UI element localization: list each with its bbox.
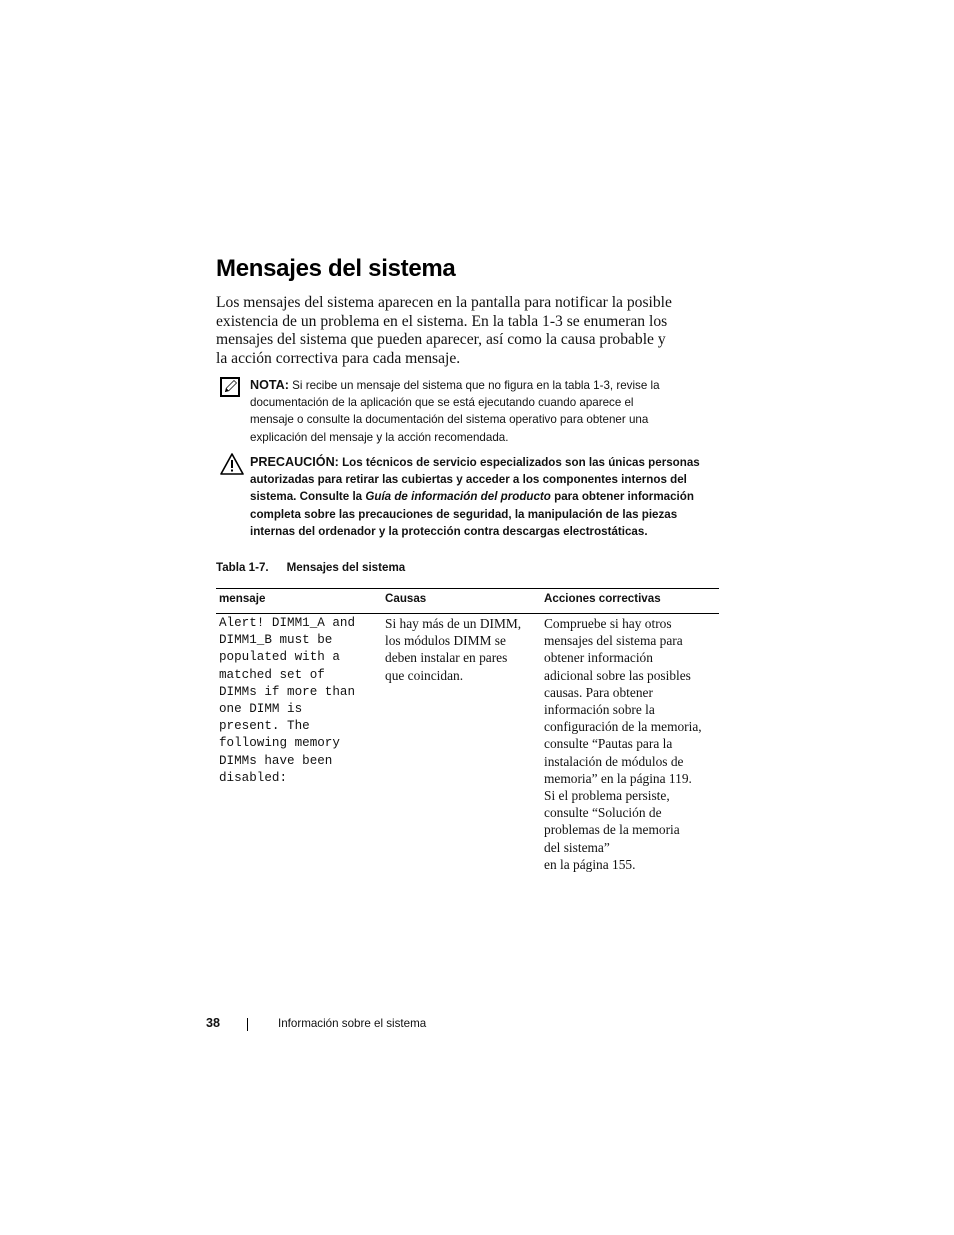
message-line: populated with a — [219, 650, 340, 665]
table-cell-causes — [385, 615, 521, 684]
intro-line: existencia de un problema en el sistema. En la tabla 1-3 se enumeran los — [216, 312, 668, 330]
page-title: Mensajes del sistema — [216, 255, 456, 282]
note-line: Si recibe un mensaje del sistema que no figura en la tabla 1-3, revise la — [292, 379, 660, 392]
action-line: memoria” en la página 119. — [544, 770, 692, 786]
intro-line: mensajes del sistema que pueden aparecer, así como la causa probable y — [216, 331, 666, 349]
cause-line: Si hay más de un DIMM, — [385, 616, 522, 631]
action-line: causas. Para obtener — [544, 684, 653, 700]
intro-line: Los mensajes del sistema aparecen en la pantalla para notificar la posible — [216, 294, 672, 311]
note-text — [250, 377, 720, 446]
message-line: DIMMs have been — [219, 753, 333, 768]
caution-line: Los técnicos de servicio especializados son las únicas personas — [342, 456, 700, 469]
footer-chapter-title: Información sobre el sistema — [278, 1017, 427, 1030]
message-line: disabled: — [219, 770, 288, 785]
action-line: Si el problema persiste, — [544, 788, 670, 804]
table-cell-message — [219, 615, 355, 787]
message-line: matched set of — [219, 667, 325, 682]
page-number: 38 — [206, 1016, 221, 1030]
caution-label: PRECAUCIÓN: — [250, 455, 339, 469]
pencil-note-icon — [220, 377, 240, 397]
message-line: DIMMs if more than — [219, 684, 356, 699]
caution-line: completa sobre las precauciones de seguridad, la manipulación de las piezas — [250, 507, 678, 521]
action-line: problemas de la memoria — [544, 822, 680, 838]
caution-line: autorizadas para retirar las cubiertas y acceder a los componentes internos del — [250, 473, 687, 487]
note-line: documentación de la aplicación que se está ejecutando cuando aparece el — [250, 396, 634, 410]
table-caption — [216, 561, 405, 574]
action-line: del sistema” — [544, 839, 610, 855]
message-line: one DIMM is — [219, 702, 303, 717]
note-label: NOTA: — [250, 378, 289, 392]
intro-line: la acción correctiva para cada mensaje. — [216, 349, 461, 367]
note-line: explicación del mensaje y la acción recomendada. — [250, 430, 509, 444]
warning-triangle-icon — [220, 453, 244, 475]
table-caption-number: Tabla 1-7. — [216, 561, 269, 574]
action-line: en la página 155. — [544, 856, 636, 872]
table-header-rule — [216, 613, 719, 614]
action-line: adicional sobre las posibles — [544, 667, 691, 683]
message-line: DIMM1_B must be — [219, 633, 333, 648]
caution-line-part: para obtener información — [554, 490, 694, 504]
action-line: instalación de módulos de — [544, 753, 684, 769]
caution-text — [250, 454, 726, 540]
action-line: consulte “Pautas para la — [544, 736, 673, 752]
product-guide-title: Guía de información del producto — [365, 490, 551, 504]
table-cell-actions — [544, 615, 702, 873]
message-line: following memory — [219, 736, 340, 751]
action-line: consulte “Solución de — [544, 805, 662, 821]
action-line: obtener información — [544, 650, 653, 666]
column-header-actions: Acciones correctivas — [544, 592, 661, 605]
action-line: mensajes del sistema para — [544, 633, 683, 649]
caution-line-part: sistema. Consulte la — [250, 490, 363, 504]
table-top-rule — [216, 588, 719, 589]
message-line: present. The — [219, 719, 310, 734]
message-line: Alert! DIMM1_A and — [219, 616, 356, 630]
action-line: Compruebe si hay otros — [544, 616, 672, 631]
column-header-message: mensaje — [219, 592, 266, 605]
intro-paragraph — [216, 294, 696, 368]
cause-line: los módulos DIMM se — [385, 633, 506, 649]
footer-separator — [247, 1018, 248, 1031]
action-line: configuración de la memoria, — [544, 719, 702, 735]
caution-line: internas del ordenador y la protección contra descargas electrostáticas. — [250, 524, 648, 538]
cause-line: deben instalar en pares — [385, 650, 508, 666]
table-caption-title: Mensajes del sistema — [286, 561, 406, 574]
cause-line: que coincidan. — [385, 667, 464, 683]
action-line: información sobre la — [544, 702, 655, 718]
note-line: mensaje o consulte la documentación del sistema operativo para obtener una — [250, 413, 649, 427]
column-header-causes: Causas — [385, 592, 427, 605]
